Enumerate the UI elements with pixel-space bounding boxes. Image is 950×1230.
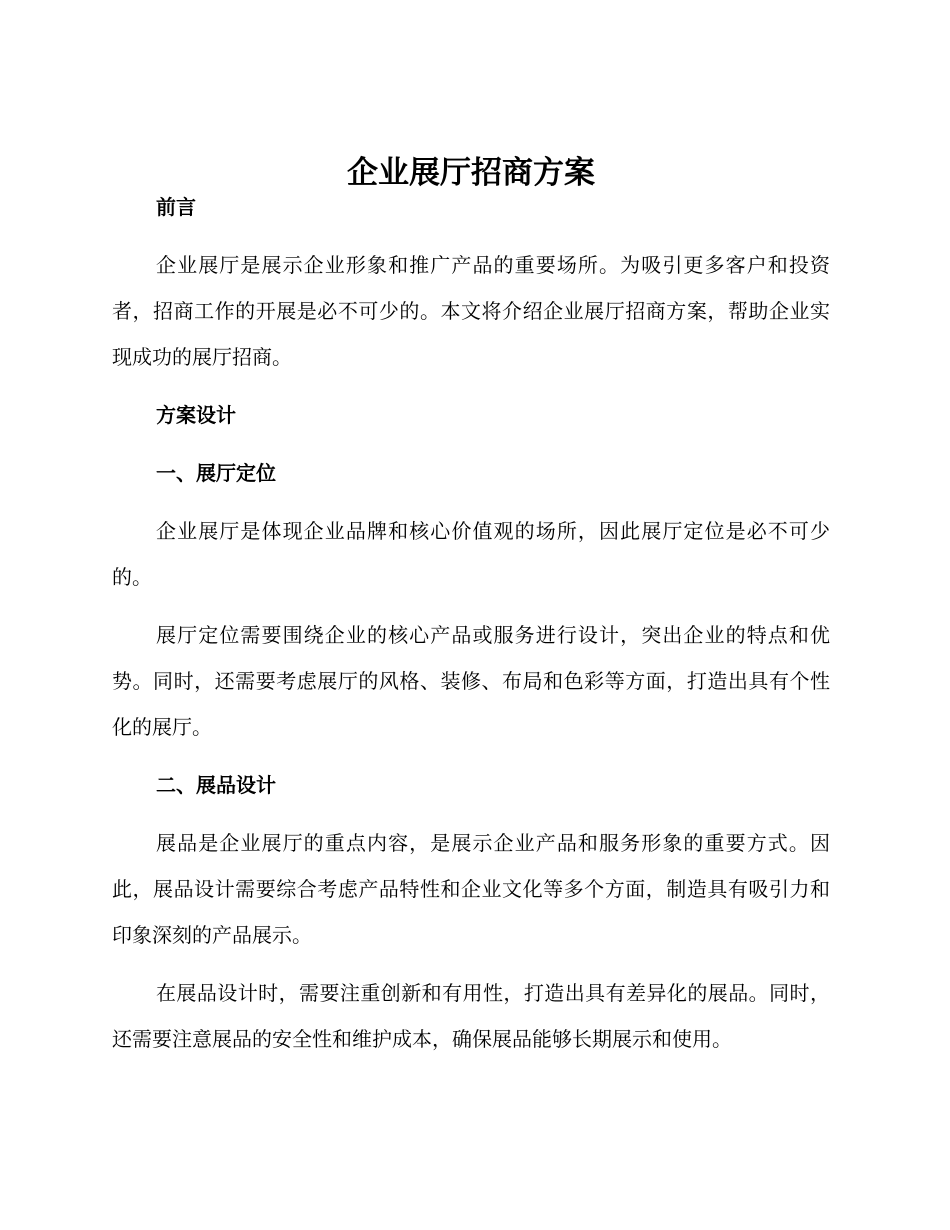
spacer [112, 808, 830, 820]
document-title: 企业展厅招商方案 [347, 155, 595, 191]
paragraph-exhibit-1: 展品是企业展厅的重点内容，是展示企业产品和服务形象的重要方式。因此，展品设计需要综合考虑产品特性和企业文化等多个方面，制造具有吸引力和印象深刻的产品展示。 [112, 831, 830, 947]
heading-design: 方案设计 [156, 403, 236, 427]
spacer [112, 380, 830, 392]
spacer [112, 750, 830, 762]
heading-positioning: 一、展厅定位 [156, 461, 276, 485]
spacer [112, 600, 830, 612]
heading-exhibit: 二、展品设计 [156, 773, 276, 797]
spacer [112, 496, 830, 508]
document-body [112, 148, 830, 1062]
paragraph-positioning-2: 展厅定位需要围绕企业的核心产品或服务进行设计，突出企业的特点和优势。同时，还需要考虑展厅的风格、装修、布局和色彩等方面，打造出具有个性化的展厅。 [112, 623, 830, 739]
spacer [112, 438, 830, 450]
paragraph-positioning-1: 企业展厅是体现企业品牌和核心价值观的场所，因此展厅定位是必不可少的。 [112, 519, 830, 589]
heading-preface: 前言 [156, 195, 196, 219]
paragraph-preface: 企业展厅是展示企业形象和推广产品的重要场所。为吸引更多客户和投资者，招商工作的开展是必不可少的。本文将介绍企业展厅招商方案，帮助企业实现成功的展厅招商。 [112, 253, 830, 369]
paragraph-exhibit-2: 在展品设计时，需要注重创新和有用性，打造出具有差异化的展品。同时，还需要注意展品的安全性和维护成本，确保展品能够长期展示和使用。 [112, 981, 830, 1051]
spacer [112, 230, 830, 242]
spacer [112, 958, 830, 970]
